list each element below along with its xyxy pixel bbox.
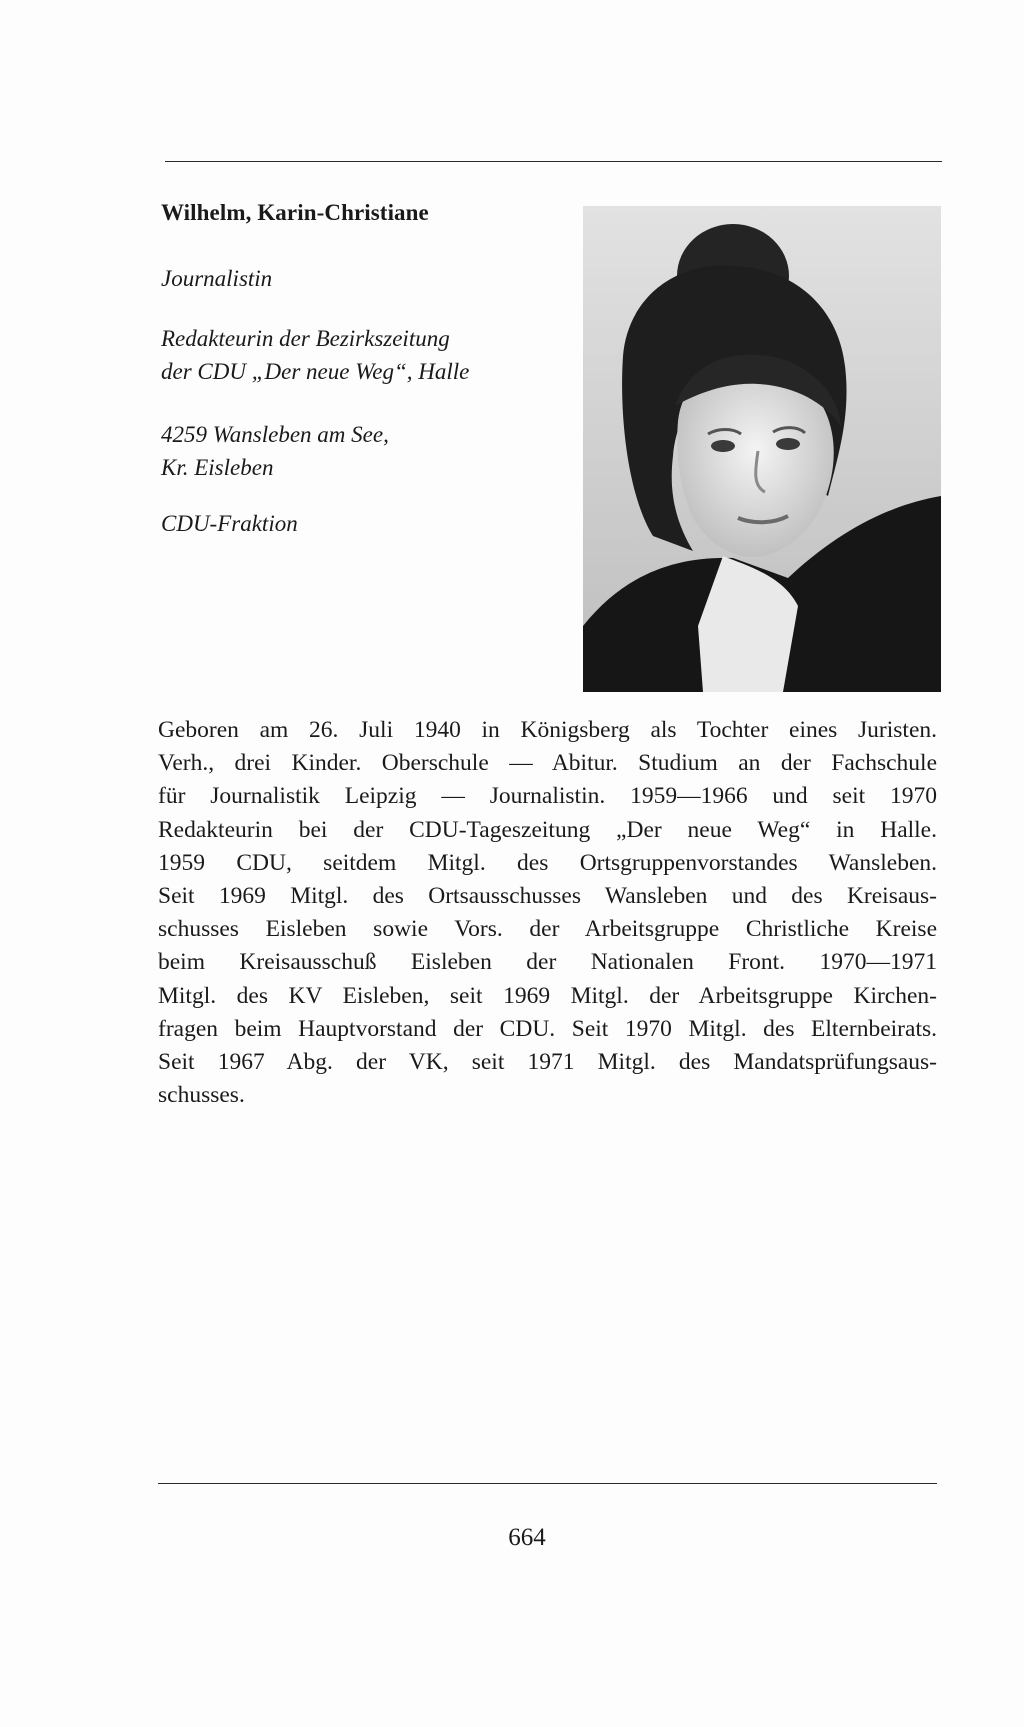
top-rule — [165, 161, 942, 162]
biography-line: schusses Eisleben sowie Vors. der Arbeitsgruppe Christliche Kreise — [158, 916, 937, 943]
biography-line: 1959 CDU, seitdem Mitgl. des Ortsgruppenvorstandes Wansleben. — [158, 849, 937, 876]
biography-line: Seit 1969 Mitgl. des Ortsausschusses Wansleben und des Kreisaus- — [158, 883, 937, 910]
bottom-rule — [158, 1483, 937, 1484]
person-name: Wilhelm, Karin-Christiane — [161, 200, 429, 225]
faction — [161, 507, 298, 540]
biography-line: beim Kreisausschuß Eisleben der Nationalen Front. 1970—1971 — [158, 949, 937, 976]
address-line: Kr. Eisleben — [161, 455, 274, 480]
profession — [161, 262, 272, 295]
profession-text: Journalistin — [161, 266, 273, 291]
address-block — [161, 418, 389, 484]
role-block — [161, 322, 469, 388]
biography-line: für Journalistik Leipzig — Journalistin. 1959—1966 und seit 1970 — [158, 783, 937, 810]
biography-line: Mitgl. des KV Eisleben, seit 1969 Mitgl. der Arbeitsgruppe Kirchen- — [158, 982, 937, 1009]
biography-line: Verh., drei Kinder. Oberschule — Abitur. Studium an der Fachschule — [158, 750, 937, 777]
faction-text: CDU-Fraktion — [161, 511, 298, 536]
portrait-photo-icon — [583, 206, 941, 692]
biography — [158, 714, 937, 1112]
role-line: Redakteurin der Bezirkszeitung — [161, 326, 450, 351]
page-number: 664 — [508, 1524, 546, 1551]
biography-line: fragen beim Hauptvorstand der CDU. Seit 1970 Mitgl. des Elternbeirats. — [158, 1015, 937, 1042]
biography-line: Geboren am 26. Juli 1940 in Königsberg als Tochter eines Juristen. — [158, 717, 937, 743]
role-line: der CDU „Der neue Weg“, Halle — [161, 359, 470, 384]
biography-line: Redakteurin bei der CDU-Tageszeitung „Der neue Weg“ in Halle. — [158, 816, 937, 843]
address-line: 4259 Wansleben am See, — [161, 422, 389, 447]
biography-line: Seit 1967 Abg. der VK, seit 1971 Mitgl. des Mandatsprüfungsaus- — [158, 1049, 937, 1076]
biography-line: schusses. — [158, 1082, 245, 1109]
